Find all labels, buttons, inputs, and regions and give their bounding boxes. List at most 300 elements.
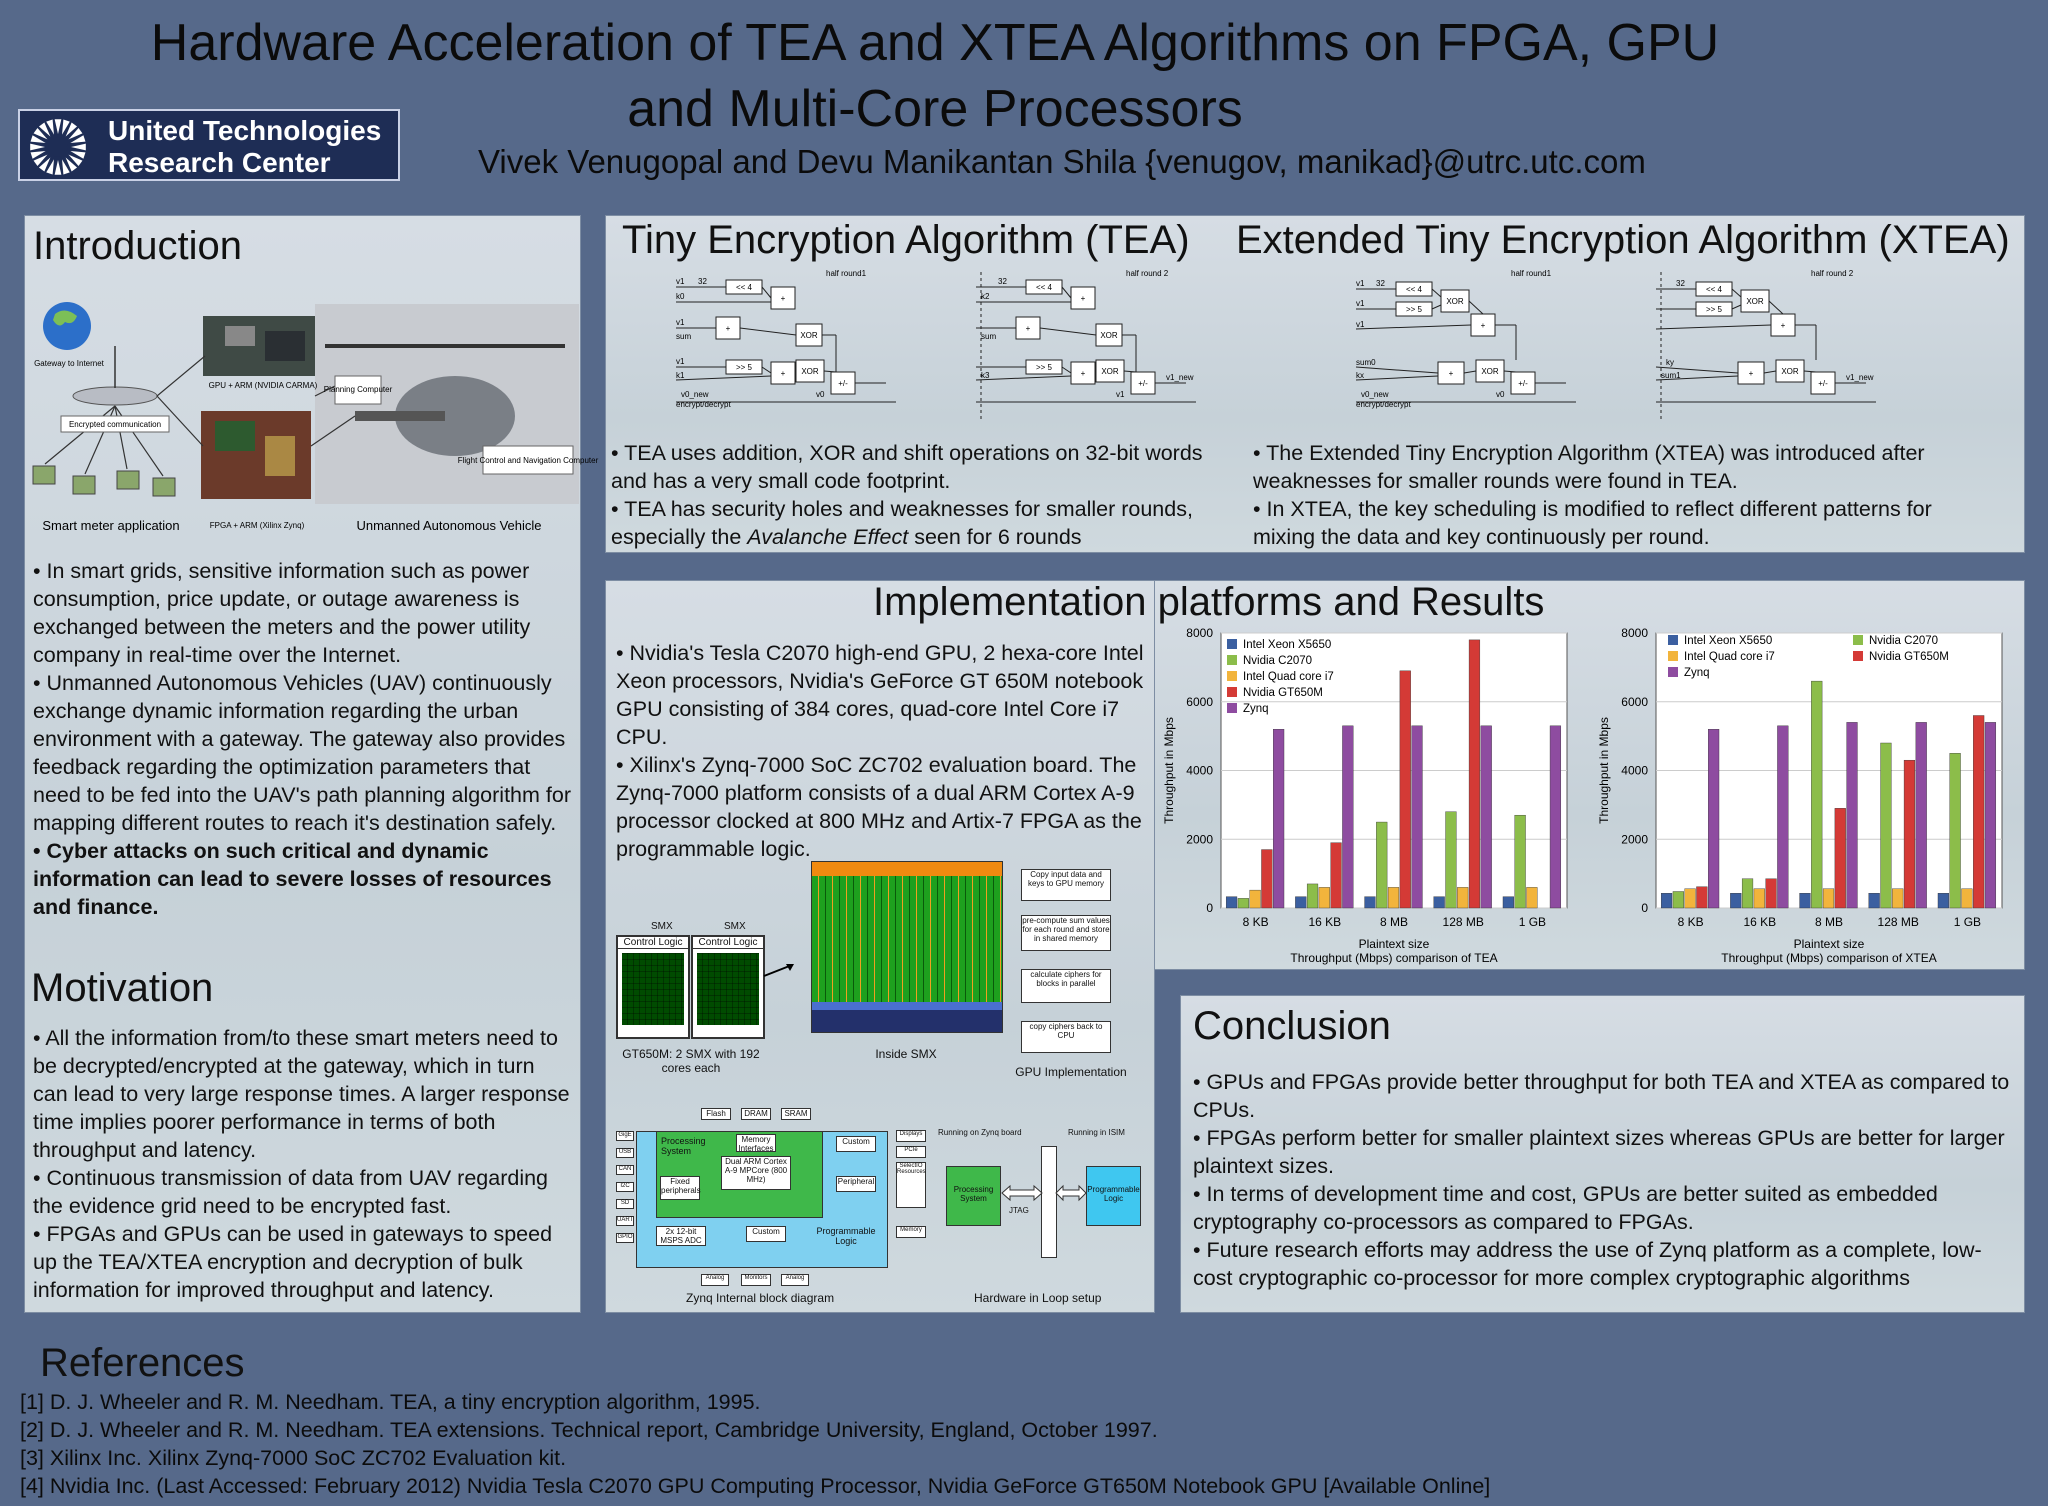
adc-block: 2x 12-bit MSPS ADC: [656, 1226, 706, 1246]
add-box-label: +: [1748, 369, 1754, 378]
bar: [1811, 681, 1822, 908]
ky-label: ky: [1666, 358, 1674, 367]
sd-port: SD: [616, 1199, 634, 1209]
results-panel: [1155, 580, 2025, 970]
poster-header: [0, 0, 2048, 190]
logo-text: [108, 115, 381, 179]
diagram-wire: [1464, 371, 1476, 373]
width-label: 32: [1376, 279, 1385, 288]
impl-p2: • Xilinx's Zynq-7000 SoC ZC702 evaluation board. The Zynq-7000 platform consists of a dual ARM Cortex A-9 processor clocked at 800 MHz and Artix-7 FPGA as the programmable logic.: [616, 753, 1142, 861]
legend-swatch: [1227, 687, 1237, 697]
bar: [1434, 897, 1445, 908]
tea-xtea-panel: [605, 215, 2025, 553]
flash-block: Flash: [701, 1108, 731, 1120]
uart-port: UART: [616, 1216, 634, 1226]
x-tick-label: 128 MB: [1877, 915, 1919, 929]
gpu-step-2: pre-compute sum values for each round and store in shared memory: [1021, 915, 1111, 951]
bar: [1376, 822, 1387, 908]
half-round-label: half round1: [826, 269, 867, 278]
v1-label: v1: [676, 318, 685, 327]
diagram-wire: [762, 367, 771, 373]
sum1-label: sum1: [1661, 371, 1681, 380]
memory-interfaces-block: Memory Interfaces: [736, 1134, 776, 1152]
conclusion-panel: [1180, 995, 2025, 1313]
diagram-wire: [1124, 371, 1136, 372]
sun-ray: [55, 160, 62, 175]
impl-heading: Implementation platforms and Results: [873, 580, 1545, 624]
hil-pl-block: Programmable Logic: [1086, 1166, 1141, 1226]
xtea-p1: • The Extended Tiny Encryption Algorithm (XTEA) was introduced after weaknesses for smaller rounds were found in TEA.: [1253, 441, 1925, 493]
diagram-wire: [1356, 376, 1438, 380]
bar: [1742, 879, 1753, 908]
peripheral-block: Peripheral: [836, 1176, 876, 1192]
utrc-logo: [18, 109, 400, 181]
half-round-label: half round 2: [1126, 269, 1169, 278]
router-icon: [73, 387, 157, 405]
fixed-peripherals-block: Fixed peripherals: [660, 1176, 700, 1200]
legend-swatch: [1668, 635, 1678, 645]
legend-label: Nvidia C2070: [1243, 655, 1313, 667]
gpu-step-4: copy ciphers back to CPU: [1021, 1021, 1111, 1053]
bar: [1766, 879, 1777, 908]
impl-text: [616, 639, 1146, 863]
bar: [1273, 729, 1284, 908]
legend-swatch: [1853, 635, 1863, 645]
reference-item: [4] Nvidia Inc. (Last Accessed: February 2012) Nvidia Tesla C2070 GPU Computing Processor, Nvidia GeForce GT650M Notebook GPU [Available Online]: [20, 1474, 1491, 1498]
y-tick-label: 6000: [1621, 694, 1648, 709]
pcie-block: PCIe: [896, 1146, 926, 1158]
intro-panel: [24, 215, 599, 1313]
v0-label: v0: [1496, 390, 1505, 399]
dram-block: DRAM: [741, 1108, 771, 1120]
motivation-text: [33, 1024, 573, 1304]
xtea-chart: [1590, 621, 2010, 966]
tea-heading: Tiny Encryption Algorithm (TEA): [622, 218, 1190, 262]
smx-figure: [616, 870, 1146, 1121]
intro-text: [33, 557, 573, 921]
xor-box-label: XOR: [1746, 297, 1764, 306]
y-axis-label: Throughput in Mbps: [1162, 717, 1176, 824]
double-arrow-icon: [1056, 1186, 1086, 1200]
shift-right-box-label: >> 5: [1405, 305, 1423, 314]
diagram-wire: [1804, 371, 1816, 372]
y-tick-label: 8000: [1621, 626, 1648, 640]
analog-block-2: Analog: [781, 1274, 809, 1286]
bar: [1730, 893, 1741, 908]
xor-box-label: XOR: [1101, 367, 1119, 376]
xtea-diagram: [1356, 269, 1876, 422]
gt650-caption: GT650M: 2 SMX with 192 cores each: [622, 1047, 760, 1075]
diagram-wire: [740, 328, 796, 335]
bar: [1881, 743, 1892, 908]
encdec-label: encrypt/decrypt: [1356, 400, 1411, 409]
x-tick-label: 8 MB: [1814, 915, 1844, 929]
add-box-label: +: [1780, 321, 1786, 330]
globe-icon: [43, 302, 91, 350]
add-box-label: +: [780, 369, 786, 378]
addsub-box-label: +/-: [838, 379, 848, 388]
i2c-port: I2C: [616, 1182, 634, 1192]
xtea-p2: • In XTEA, the key scheduling is modified to reflect different patterns for mixing the data and key continuously per round.: [1253, 497, 1932, 549]
tea-p2a: • TEA has security holes and weaknesses for smaller rounds, especially the: [611, 497, 1193, 549]
diagram-wire: [1432, 305, 1441, 309]
legend-label: Intel Quad core i7: [1684, 651, 1775, 663]
bar: [1696, 887, 1707, 908]
tea-chart: [1155, 621, 1575, 966]
shift-right-box-label: >> 5: [1705, 305, 1723, 314]
diagram-wire: [1469, 301, 1483, 314]
shift-left-box-label: << 4: [1705, 285, 1723, 294]
memory-block: Memory: [896, 1226, 926, 1238]
diagram-wire: [1769, 301, 1783, 314]
x-tick-label: 1 GB: [1953, 915, 1982, 929]
v1new-label: v1_new: [1166, 373, 1194, 382]
shift-left-box-label: << 4: [1405, 285, 1423, 294]
diagram-wire: [1062, 367, 1071, 373]
diagram-wire: [1356, 367, 1438, 373]
authors: Vivek Venugopal and Devu Manikantan Shila {venugov, manikad}@utrc.utc.com: [478, 143, 1646, 180]
gateway-label: Gateway to Internet: [34, 359, 104, 368]
custom-block-1: Custom: [836, 1136, 876, 1152]
k1-label: k1: [676, 371, 685, 380]
inside-smx-image: [811, 861, 1003, 1033]
v0new-label: v0_new: [681, 390, 709, 399]
monitors-block: Monitors: [741, 1274, 771, 1286]
gpu-step-3: calculate ciphers for blocks in parallel: [1021, 969, 1111, 1003]
v1-label: v1: [676, 277, 685, 286]
bar: [1962, 889, 1973, 908]
y-tick-label: 2000: [1186, 832, 1213, 847]
bar: [1950, 753, 1961, 908]
bar: [1331, 843, 1342, 908]
smart-meter-label: Smart meter application: [42, 518, 180, 533]
x-axis-label: Plaintext size: [1358, 937, 1430, 951]
encrypted-label: Encrypted communication: [68, 420, 162, 429]
legend-label: Zynq: [1243, 703, 1269, 715]
diagram-wire: [1040, 328, 1096, 335]
bar: [1527, 887, 1538, 908]
diagram-wire: [762, 287, 771, 298]
shift-right-box-label: >> 5: [735, 363, 753, 372]
x-tick-label: 8 KB: [1677, 915, 1704, 929]
bar: [1412, 726, 1423, 908]
control-logic-2: Control Logic: [693, 937, 763, 949]
conclusion-p2: • FPGAs perform better for smaller plaintext sizes whereas GPUs are better for larger plaintext sizes.: [1193, 1126, 2005, 1178]
motivation-heading: Motivation: [31, 966, 214, 1010]
bar: [1238, 898, 1249, 908]
conclusion-p3: • In terms of development time and cost, GPUs are better suited as embedded cryptography co-processors as compared to FPGAs.: [1193, 1182, 1938, 1234]
x-tick-label: 16 KB: [1308, 915, 1342, 929]
intro-p2: • Unmanned Autonomous Vehicles (UAV) continuously exchange dynamic information regarding the urban environment with a gateway. The gateway also provides feedback regarding the optimization parameters that need to be fed into the UAV's path planning algorithm for mapping different routes to reach it's destination safely.: [33, 671, 571, 835]
diagram-wire: [1062, 287, 1071, 298]
reference-item: [2] D. J. Wheeler and R. M. Needham. TEA extensions. Technical report, Cambridge University, England, October 1997.: [20, 1418, 1158, 1442]
legend-swatch: [1227, 655, 1237, 665]
conclusion-p4: • Future research efforts may address the use of Zynq platform as a complete, low-cost cryptographic co-processor for more complex cryptographic algorithms: [1193, 1238, 1982, 1290]
diagram-wire: [676, 376, 771, 380]
gpu-impl-caption: GPU Implementation: [1015, 1065, 1127, 1079]
legend-label: Nvidia GT650M: [1869, 651, 1949, 663]
diagram-wire: [1656, 325, 1771, 329]
double-arrow-icon: [1002, 1186, 1042, 1200]
legend-label: Intel Quad core i7: [1243, 671, 1334, 683]
smx-label-1: SMX: [651, 921, 673, 932]
sum-label: sum: [676, 332, 692, 341]
x-tick-label: 8 MB: [1379, 915, 1409, 929]
bar: [1388, 887, 1399, 908]
sun-ray: [30, 144, 45, 151]
diagram-wire: [824, 371, 836, 372]
y-tick-label: 6000: [1186, 694, 1213, 709]
tea-p1: • TEA uses addition, XOR and shift operations on 32-bit words and has a very small code footprint.: [611, 441, 1203, 493]
bar: [1503, 897, 1514, 908]
intro-p3: • Cyber attacks on such critical and dynamic information can lead to severe losses of resources and finance.: [33, 839, 552, 919]
bar: [1985, 722, 1996, 908]
logo-line1: United Technologies: [108, 115, 382, 146]
sum0-label: sum0: [1356, 358, 1376, 367]
legend-label: Nvidia GT650M: [1243, 687, 1323, 699]
gpio-port: GPIO: [616, 1233, 634, 1243]
xtea-text: [1253, 439, 1993, 551]
conclusion-p1: • GPUs and FPGAs provide better throughput for both TEA and XTEA as compared to CPUs.: [1193, 1070, 2010, 1122]
impl-panel: [605, 580, 1155, 1313]
tea-p2: [611, 495, 1231, 551]
intro-p1: • In smart grids, sensitive information such as power consumption, price update, or outage awareness is exchanged between the meters and the power utility company in real-time over the Internet.: [33, 559, 531, 667]
sum-label: sum: [981, 332, 997, 341]
tea-diagram: [676, 269, 1196, 422]
legend-label: Intel Xeon X5650: [1243, 639, 1332, 651]
hil-ps-block: Processing System: [946, 1166, 1001, 1226]
width-label: 32: [698, 277, 707, 286]
chart-title: Throughput (Mbps) comparison of TEA: [1290, 951, 1498, 965]
bar: [1777, 726, 1788, 908]
legend-swatch: [1668, 651, 1678, 661]
processing-system-label: Processing System: [661, 1136, 706, 1156]
add-box-label: +: [1480, 321, 1486, 330]
add-box-label: +: [780, 294, 786, 303]
selectio-block: SelectIO Resources: [896, 1162, 926, 1208]
running-zynq-label: Running on Zynq board: [938, 1128, 1022, 1137]
sram-block: SRAM: [781, 1108, 811, 1120]
y-tick-label: 2000: [1621, 832, 1648, 847]
analog-block-1: Analog: [701, 1274, 729, 1286]
v1-label: v1: [1356, 279, 1365, 288]
bar: [1823, 889, 1834, 908]
y-tick-label: 4000: [1621, 763, 1648, 778]
references-section: [0, 1335, 2048, 1506]
width-label: 32: [1676, 279, 1685, 288]
v1-label: v1: [1356, 299, 1365, 308]
bar: [1673, 892, 1684, 909]
k2-label: k2: [981, 292, 990, 301]
diagram-wire: [1504, 371, 1516, 372]
bar: [1457, 887, 1468, 908]
y-axis-label: Throughput in Mbps: [1597, 717, 1611, 824]
bar: [1250, 890, 1261, 908]
v1-label: v1: [676, 357, 685, 366]
bar: [1481, 726, 1492, 908]
x-tick-label: 8 KB: [1242, 915, 1269, 929]
legend-swatch: [1227, 703, 1237, 713]
chart-title: Throughput (Mbps) comparison of XTEA: [1721, 951, 1937, 965]
tea-p2b: seen for 6 rounds: [908, 525, 1082, 549]
add-box-label: +: [1448, 369, 1454, 378]
hil-caption: Hardware in Loop setup: [974, 1291, 1102, 1305]
v1-label: v1: [1116, 390, 1125, 399]
y-tick-label: 8000: [1186, 626, 1213, 640]
sunburst-icon: [28, 117, 88, 177]
references-heading: References: [40, 1341, 245, 1385]
intro-figure: [25, 296, 599, 546]
legend-label: Zynq: [1684, 667, 1710, 679]
bar: [1916, 722, 1927, 908]
dual-arm-block: Dual ARM Cortex A-9 MPCore (800 MHz): [721, 1156, 791, 1190]
half-round-label: half round 2: [1811, 269, 1854, 278]
can-port: CAN: [616, 1165, 634, 1175]
add-box-label: +: [725, 324, 731, 333]
diagram-wire: [1732, 305, 1741, 309]
zynq-figure: [616, 1109, 1151, 1306]
inside-smx-caption: Inside SMX: [875, 1047, 937, 1061]
bar: [1754, 889, 1765, 908]
smx-block-2: [691, 935, 765, 1039]
bar: [1835, 808, 1846, 908]
bar: [1708, 729, 1719, 908]
bar: [1469, 640, 1480, 908]
motivation-p2: • Continuous transmission of data from UAV regarding the evidence grid need to be encrypted fast.: [33, 1166, 549, 1218]
sun-ray: [71, 144, 86, 151]
flight-label: Flight Control and Navigation Computer: [457, 456, 599, 465]
add-box-label: +: [1080, 294, 1086, 303]
smx-block-1: [616, 935, 690, 1039]
reference-item: [3] Xilinx Inc. Xilinx Zynq-7000 SoC ZC702 Evaluation kit.: [20, 1446, 567, 1470]
bar: [1446, 812, 1457, 908]
shift-left-box-label: << 4: [735, 283, 753, 292]
impl-p1: • Nvidia's Tesla C2070 high-end GPU, 2 hexa-core Intel Xeon processors, Nvidia's GeForce GT 650M notebook GPU consisting of 384 cores, quad-core Intel Core i7 CPU.: [616, 641, 1144, 749]
bar: [1342, 726, 1353, 908]
motivation-p1: • All the information from/to these smart meters need to be decrypted/encrypted at the gateway, which in turn can lead to very large response times. A larger response time implies poorer performance in terms of both throughput and latency.: [33, 1026, 570, 1162]
bar: [1869, 893, 1880, 908]
control-logic-1: Control Logic: [618, 937, 688, 949]
addsub-box-label: +/-: [1818, 379, 1828, 388]
k0-label: k0: [676, 292, 685, 301]
y-tick-label: 0: [1641, 901, 1648, 915]
logo-line2: Research Center: [108, 147, 331, 178]
bar: [1307, 884, 1318, 908]
poster-title: Hardware Acceleration of TEA and XTEA Algorithms on FPGA, GPU and Multi-Core Processors: [150, 14, 1720, 138]
prog-logic-label: Programmable Logic: [816, 1226, 876, 1246]
legend-swatch: [1853, 651, 1863, 661]
legend-label: Intel Xeon X5650: [1684, 635, 1773, 647]
add-box-label: +: [1080, 369, 1086, 378]
legend-label: Nvidia C2070: [1869, 635, 1939, 647]
add-box-label: +: [1025, 324, 1031, 333]
fpga-arm-label: FPGA + ARM (Xilinx Zynq): [209, 521, 305, 530]
smx-label-2: SMX: [724, 921, 746, 932]
x-axis-label: Plaintext size: [1793, 937, 1865, 951]
addsub-box-label: +/-: [1518, 379, 1528, 388]
reference-item: [1] D. J. Wheeler and R. M. Needham. TEA, a tiny encryption algorithm, 1995.: [20, 1390, 761, 1414]
addsub-box-label: +/-: [1138, 379, 1148, 388]
encdec-label: encrypt/decrypt: [676, 400, 731, 409]
tea-text: [611, 439, 1231, 551]
width-label: 32: [998, 277, 1007, 286]
gpu-arm-label: GPU + ARM (NVIDIA CARMA): [208, 381, 318, 390]
bar: [1550, 726, 1561, 908]
k3-label: k3: [981, 371, 990, 380]
shift-left-box-label: << 4: [1035, 283, 1053, 292]
shift-right-box-label: >> 5: [1035, 363, 1053, 372]
xor-box-label: XOR: [1481, 367, 1499, 376]
kx-label: kx: [1356, 371, 1364, 380]
bar: [1261, 850, 1272, 908]
diagram-wire: [1356, 325, 1471, 329]
intro-heading: Introduction: [33, 224, 243, 268]
usb-port: USB: [616, 1148, 634, 1158]
legend-swatch: [1668, 667, 1678, 677]
diagram-wire: [1764, 371, 1776, 373]
bar: [1226, 897, 1237, 908]
bar: [1400, 671, 1411, 908]
bar: [1661, 893, 1672, 908]
bar: [1685, 889, 1696, 908]
xor-box-label: XOR: [1100, 331, 1118, 340]
bar: [1295, 897, 1306, 908]
tea-p2-emphasis: Avalanche Effect: [747, 525, 909, 549]
zynq-caption: Zynq Internal block diagram: [686, 1291, 835, 1305]
bar: [1938, 893, 1949, 908]
diagram-wire: [1432, 289, 1441, 297]
motivation-p3: • FPGAs and GPUs can be used in gateways to speed up the TEA/XTEA encryption and decryption of bulk information for improved throughput and latency.: [33, 1222, 553, 1302]
displays-block: Displays: [896, 1130, 926, 1142]
xor-box-label: XOR: [1446, 297, 1464, 306]
conclusion-heading: Conclusion: [1193, 1004, 1391, 1048]
diagram-wire: [976, 376, 1071, 380]
v1-label: v1: [1356, 320, 1365, 329]
hil-axi-block: [1041, 1146, 1057, 1258]
bar: [1847, 722, 1858, 908]
gpu-step-1: Copy input data and keys to GPU memory: [1021, 869, 1111, 901]
running-isim-label: Running in ISIM: [1068, 1128, 1125, 1137]
v0new-label: v0_new: [1361, 390, 1389, 399]
bar: [1319, 887, 1330, 908]
v0-label: v0: [816, 390, 825, 399]
arrow-icon: [764, 961, 798, 981]
y-tick-label: 4000: [1186, 763, 1213, 778]
conclusion-text: [1193, 1068, 2013, 1292]
planning-label: Planning Computer: [323, 385, 393, 394]
x-tick-label: 128 MB: [1442, 915, 1484, 929]
legend-swatch: [1227, 639, 1237, 649]
smart-meters-icon: [33, 466, 175, 496]
xor-box-label: XOR: [800, 331, 818, 340]
diagram-wire: [1732, 289, 1741, 297]
bar: [1892, 889, 1903, 908]
bar: [1515, 815, 1526, 908]
y-tick-label: 0: [1206, 901, 1213, 915]
half-round-label: half round1: [1511, 269, 1552, 278]
xtea-heading: Extended Tiny Encryption Algorithm (XTEA): [1236, 218, 2010, 262]
bar: [1973, 716, 1984, 909]
xor-box-label: XOR: [801, 367, 819, 376]
uav-label: Unmanned Autonomous Vehicle: [356, 518, 542, 533]
x-tick-label: 16 KB: [1743, 915, 1777, 929]
v1new-label: v1_new: [1846, 373, 1874, 382]
jtag-label: JTAG: [1009, 1206, 1029, 1215]
bar: [1800, 893, 1811, 908]
bar: [1904, 760, 1915, 908]
x-tick-label: 1 GB: [1518, 915, 1547, 929]
sun-ray: [55, 119, 62, 134]
